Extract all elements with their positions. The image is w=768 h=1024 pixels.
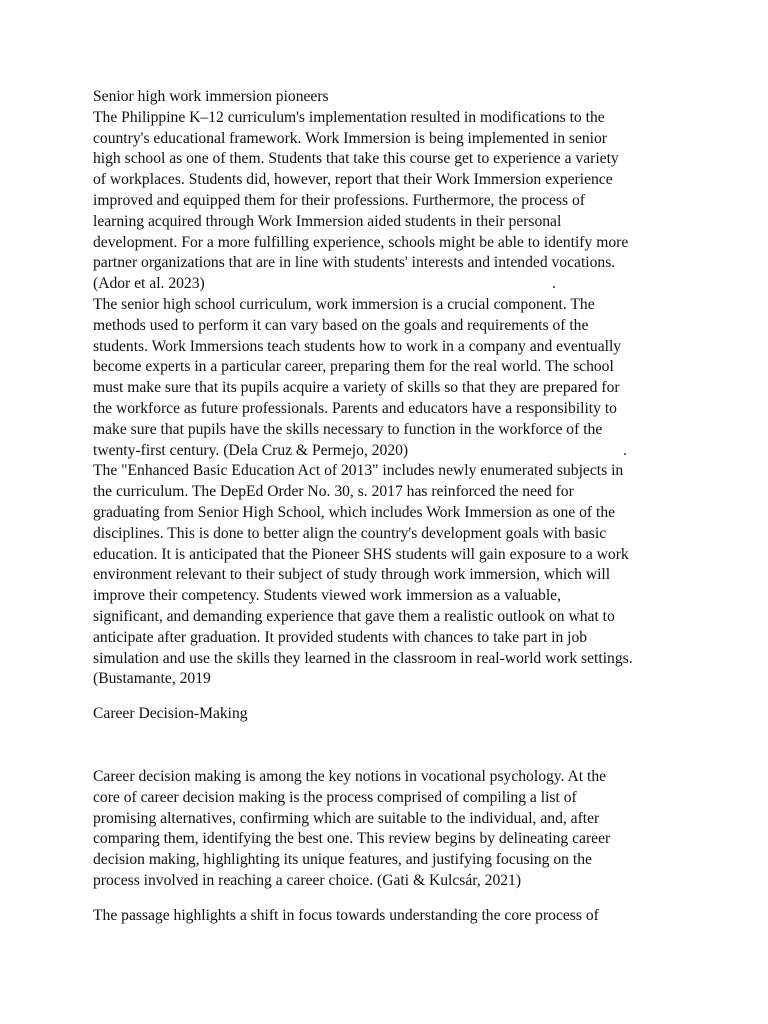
text-line: Career decision making is among the key notions in vocational psychology. At the	[93, 767, 607, 785]
text-line: must make sure that its pupils acquire a variety of skills so that they are prepared for	[93, 379, 620, 397]
text-line: core of career decision making is the process comprised of compiling a list of	[93, 788, 577, 806]
text-line: of workplaces. Students did, however, report that their Work Immersion experience	[93, 171, 613, 189]
text-line: improved and equipped them for their professions. Furthermore, the process of	[93, 191, 585, 209]
text-line: The "Enhanced Basic Education Act of 2013" includes newly enumerated subjects in	[93, 462, 624, 480]
citation-line: (Ador et al. 2023)	[93, 275, 205, 293]
heading-line: Senior high work immersion pioneers	[93, 88, 329, 105]
text-line: country's educational framework. Work Immersion is being implemented in senior	[93, 129, 607, 147]
paragraph-gati-kulcsar	[93, 767, 693, 892]
paragraph-bustamante	[93, 461, 693, 690]
text-line: students. Work Immersions teach students how to work in a company and eventually	[93, 337, 622, 355]
text-line: graduating from Senior High School, which includes Work Immersion as one of the	[93, 503, 616, 521]
document-body	[93, 87, 693, 926]
text-line: the workforce as future professionals. Parents and educators have a responsibility to	[93, 399, 617, 417]
stray-period-mark: .	[623, 442, 627, 459]
text-line: anticipate after graduation. It provided students with chances to take part in job	[93, 628, 588, 646]
text-line: promising alternatives, confirming which are suitable to the individual, and, after	[93, 809, 600, 827]
text-line: become experts in a particular career, preparing them for the real world. The school	[93, 358, 614, 376]
section-heading-career-decision-making	[93, 704, 693, 725]
text-line: make sure that pupils have the skills necessary to function in the workforce of the	[93, 420, 603, 438]
stray-period-mark: .	[552, 275, 556, 292]
text-line: environment relevant to their subject of study through work immersion, which will	[93, 566, 611, 584]
citation-line: twenty-first century. (Dela Cruz & Permejo, 2020)	[93, 441, 409, 459]
text-line: The senior high school curriculum, work immersion is a crucial component. The	[93, 295, 595, 313]
text-line: disciplines. This is done to better align the country's development goals with basic	[93, 524, 607, 542]
section-heading-work-immersion	[93, 87, 693, 108]
text-line: development. For a more fulfilling experience, schools might be able to identify more	[93, 233, 629, 251]
text-line: significant, and demanding experience that gave them a realistic outlook on what to	[93, 607, 615, 625]
paragraph-dela-cruz	[93, 295, 693, 461]
text-line: simulation and use the skills they learned in the classroom in real-world work settings.	[93, 649, 633, 667]
heading-line: Career Decision-Making	[93, 705, 248, 723]
citation-line: process involved in reaching a career choice. (Gati & Kulcsár, 2021)	[93, 871, 522, 889]
citation-line: (Bustamante, 2019	[93, 670, 211, 688]
paragraph-ador	[93, 108, 693, 295]
text-line: education. It is anticipated that the Pioneer SHS students will gain exposure to a work	[93, 545, 629, 563]
text-line: partner organizations that are in line with students' interests and intended vocations.	[93, 254, 616, 272]
text-line: comparing them, identifying the best one. This review begins by delineating career	[93, 830, 611, 848]
text-line: decision making, highlighting its unique features, and justifying focusing on the	[93, 851, 592, 869]
text-line: The passage highlights a shift in focus towards understanding the core process of	[93, 906, 599, 924]
text-line: methods used to perform it can vary based on the goals and requirements of the	[93, 316, 589, 334]
text-line: the curriculum. The DepEd Order No. 30, s. 2017 has reinforced the need for	[93, 483, 574, 501]
text-line: The Philippine K–12 curriculum's implementation resulted in modifications to the	[93, 108, 605, 126]
text-line: learning acquired through Work Immersion aided students in their personal	[93, 212, 562, 230]
text-line: improve their competency. Students viewed work immersion as a valuable,	[93, 587, 561, 605]
text-line: high school as one of them. Students that take this course get to experience a variety	[93, 150, 619, 168]
paragraph-passage-shift	[93, 906, 693, 927]
